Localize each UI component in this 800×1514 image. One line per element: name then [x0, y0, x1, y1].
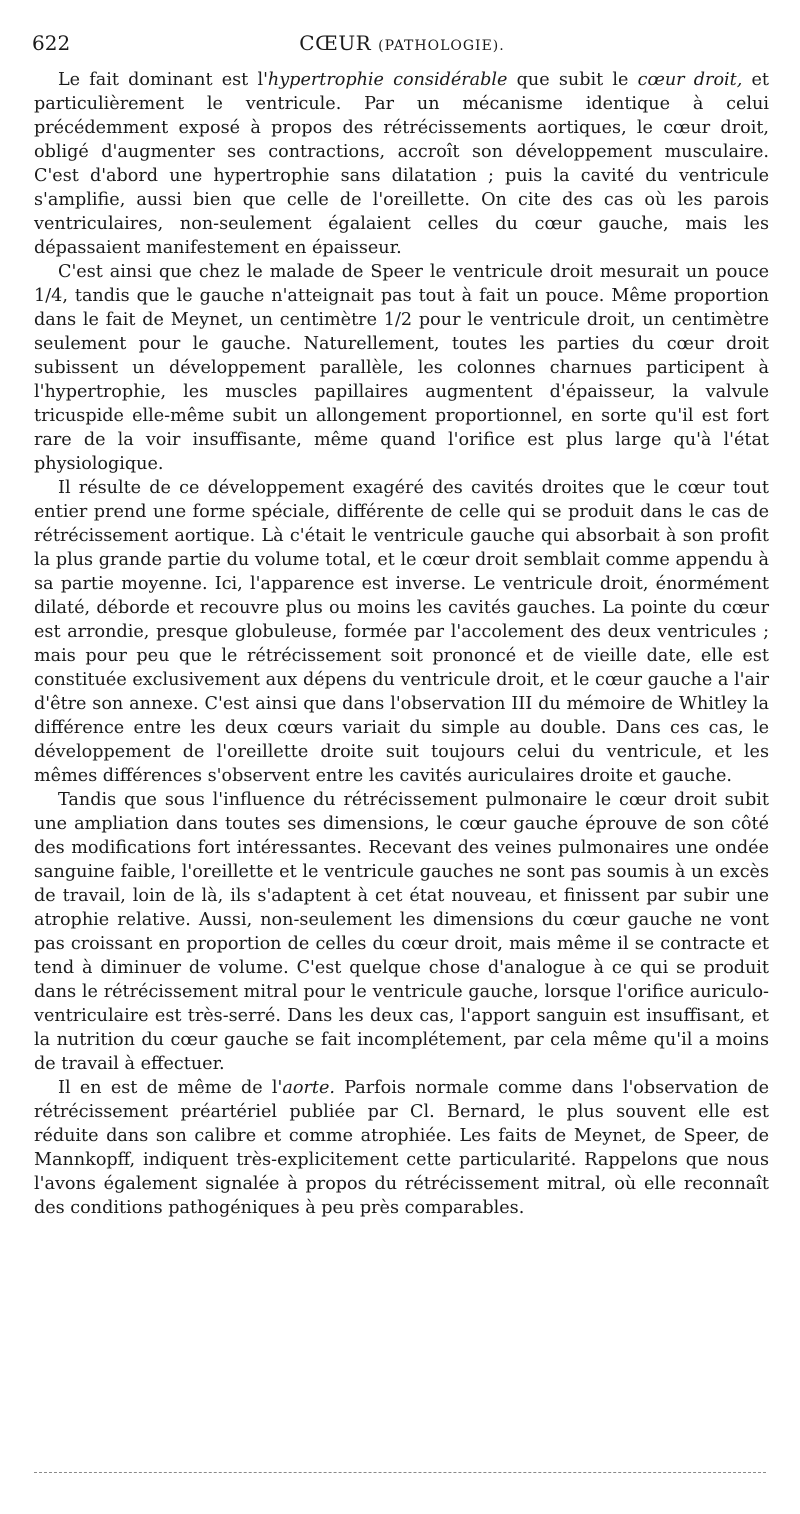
paragraph: Tandis que sous l'influence du rétrécissement pulmonaire le cœur droit subit une ampliation dans toutes ses dimensions, le cœur gauche éprouve de son côté des modifications fort intéressantes. Recevant des veines pulmonaires une ondée sanguine faible, l'oreillette et le ventricule gauches ne sont pas soumis à un excès de travail, loin de là, ils s'adaptent à cet état nouveau, et finissent par subir une atrophie relative. Aussi, non-seulement les dimensions du cœur gauche ne vont pas croissant en proportion de celles du cœur droit, mais même il se contracte et tend à diminuer de volume. C'est quelque chose d'analogue à ce qui se produit dans le rétrécissement mitral pour le ventricule gauche, lorsque l'orifice auriculo-ventriculaire est très-serré. Dans les deux cas, l'apport sanguin est insuffisant, et la nutrition du cœur gauche se fait incomplétement, par cela même qu'il a moins de travail à effectuer.: [34, 790, 769, 1074]
page-header: [32, 30, 772, 60]
running-title-sub: (PATHOLOGIE).: [378, 38, 505, 54]
italic-term: hypertrophie considérable: [267, 70, 508, 90]
paragraph: [34, 68, 769, 260]
footer-rule: [34, 1472, 766, 1473]
paragraph-text: et particulièrement le ventricule. Par un mécanisme identique à celui précédemment exposé à propos des rétrécissements aortiques, le cœur droit, obligé d'augmenter ses contractions, accroît son développement musculaire. C'est d'abord une hypertrophie sans dilatation ; puis la cavité du ventricule s'amplifie, aussi bien que celle de l'oreillette. On cite des cas où les parois ventriculaires, non-seulement égalaient celles du cœur gauche, mais les dépassaient manifestement en épaisseur.: [34, 70, 769, 258]
paragraph: Il résulte de ce développement exagéré des cavités droites que le cœur tout entier prend une forme spéciale, différente de celle qui se produit dans le cas de rétrécissement aortique. Là c'était le ventricule gauche qui absorbait à son profit la plus grande partie du volume total, et le cœur droit semblait comme appendu à sa partie moyenne. Ici, l'apparence est inverse. Le ventricule droit, énormément dilaté, déborde et recouvre plus ou moins les cavités gauches. La pointe du cœur est arrondie, presque globuleuse, formée par l'accolement des deux ventricules ; mais pour peu que le rétrécissement soit prononcé et de vieille date, elle est constituée exclusivement aux dépens du ventricule droit, et le cœur gauche a l'air d'être son annexe. C'est ainsi que dans l'observation III du mémoire de Whitley la différence entre les deux cœurs variait du simple au double. Dans ces cas, le développement de l'oreillette droite suit toujours celui du ventricule, et les mêmes différences s'observent entre les cavités auriculaires droite et gauche.: [34, 478, 769, 786]
italic-term: aorte.: [282, 1078, 335, 1098]
page-number: 622: [32, 31, 71, 55]
paragraph-text: Il en est de même de l': [58, 1078, 283, 1098]
italic-term: cœur droit,: [637, 70, 743, 90]
running-title: [32, 30, 772, 59]
body-text: [34, 68, 769, 1220]
paragraph-text: Le fait dominant est l': [58, 70, 268, 90]
paragraph-text: que subit le: [507, 70, 638, 90]
running-title-main: CŒUR: [299, 31, 372, 55]
paragraph: [34, 1076, 769, 1220]
paragraph: C'est ainsi que chez le malade de Speer le ventricule droit mesurait un pouce 1/4, tandis que le gauche n'atteignait pas tout à fait un pouce. Même proportion dans le fait de Meynet, un centimètre 1/2 pour le ventricule droit, un centimètre seulement pour le gauche. Naturellement, toutes les parties du cœur droit subissent un développement parallèle, les colonnes charnues participent à l'hypertrophie, les muscles papillaires augmentent d'épaisseur, la valvule tricuspide elle-même subit un allongement proportionnel, en sorte qu'il est fort rare de la voir insuffisante, même quand l'orifice est plus large qu'à l'état physiologique.: [34, 262, 769, 474]
paragraph-text: Parfois normale comme dans l'observation de rétrécissement préartériel publiée par Cl. Bernard, le plus souvent elle est réduite dans son calibre et comme atrophiée. Les faits de Meynet, de Speer, de Mannkopff, indiquent très-explicitement cette particularité. Rappelons que nous l'avons également signalée à propos du rétrécissement mitral, où elle reconnaît des conditions pathogéniques à peu près comparables.: [34, 1078, 769, 1218]
